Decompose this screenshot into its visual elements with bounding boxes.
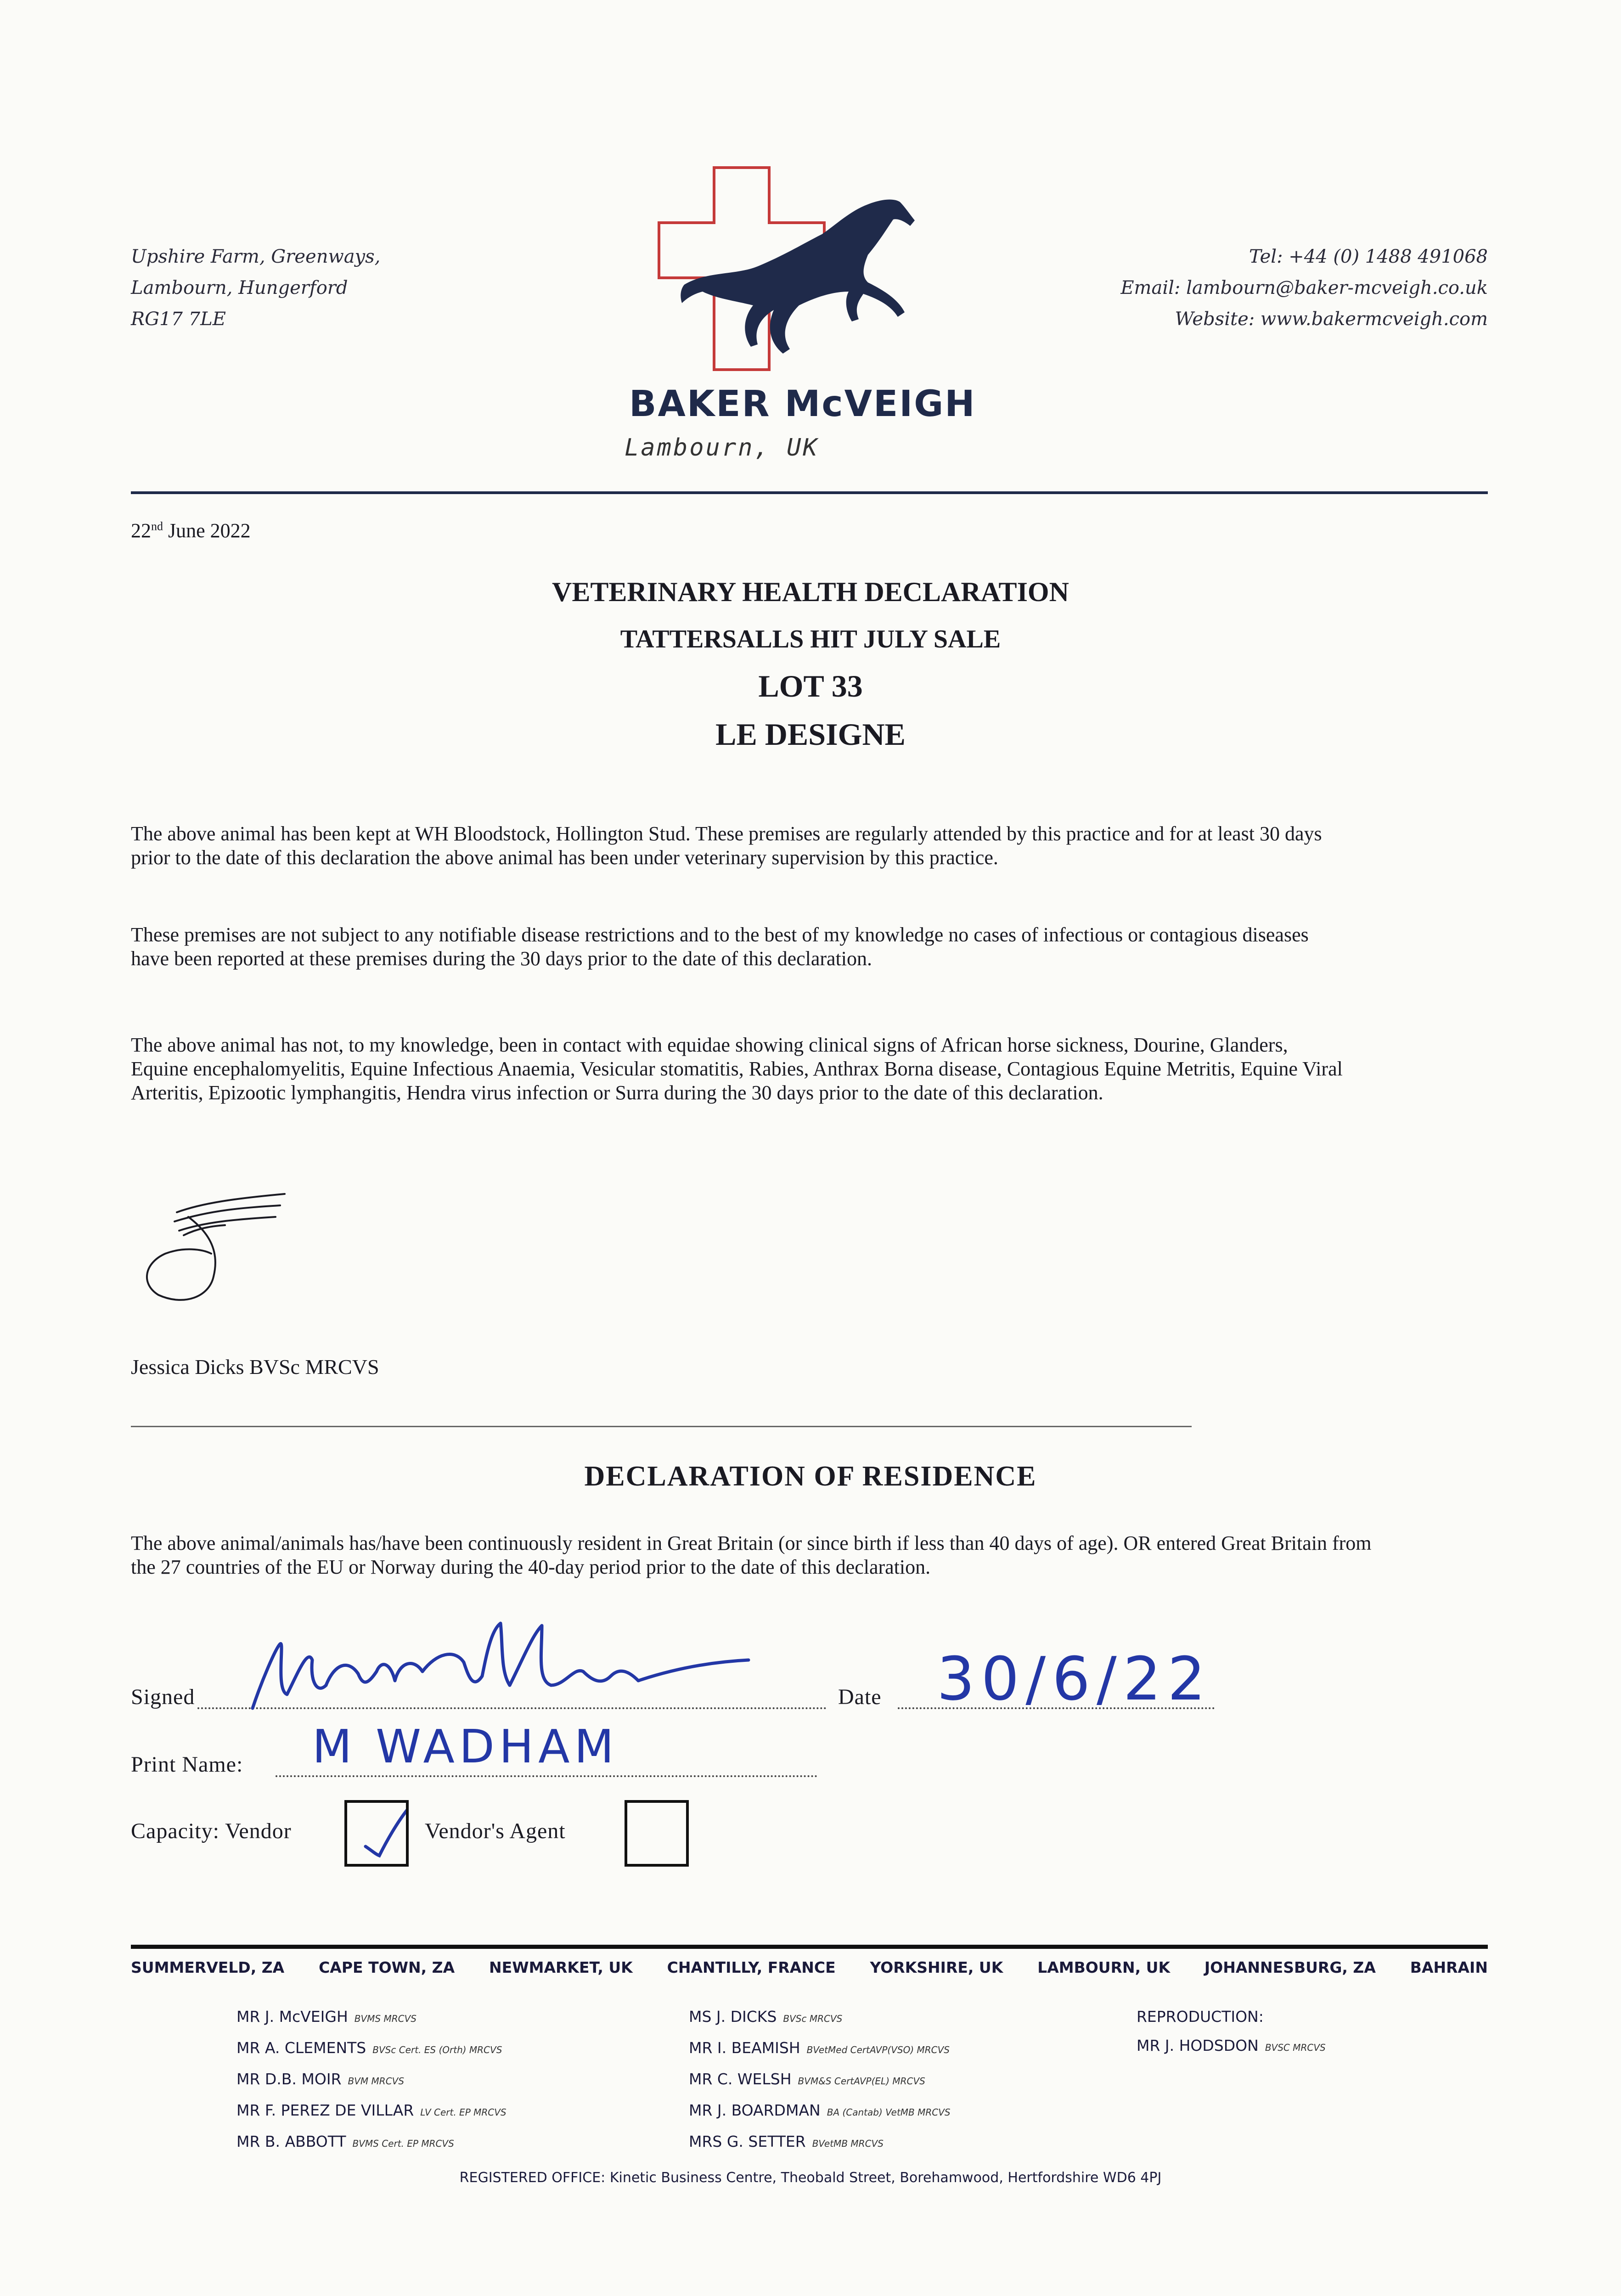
phone: Tel: +44 (0) 1488 491068 (1249, 246, 1488, 267)
lot-number: LOT 33 (758, 669, 863, 703)
print-name-field[interactable]: M WADHAM (312, 1720, 619, 1773)
staff-entry: MR J. McVEIGH BVMS MRCVS (236, 2008, 417, 2026)
staff-column-2 (689, 2002, 951, 2158)
staff-column-3 (1137, 2002, 1326, 2062)
print-name-label: Print Name: (131, 1752, 243, 1777)
website: Website: www.bakermcveigh.com (1175, 309, 1488, 330)
staff-entry: MR J. BOARDMAN BA (Cantab) VetMB MRCVS (689, 2101, 951, 2119)
horse-cross-logo-icon (629, 161, 978, 381)
office-locations (131, 1958, 1488, 1976)
location-item: CHANTILLY, FRANCE (667, 1958, 836, 1976)
location-item: NEWMARKET, UK (489, 1958, 633, 1976)
section-divider (131, 1426, 1192, 1427)
staff-column-1 (236, 2002, 507, 2158)
staff-entry: MR A. CLEMENTS BVSc Cert. ES (Orth) MRCVS (236, 2039, 502, 2057)
email: Email: lambourn@baker-mcveigh.co.uk (1120, 277, 1488, 298)
practice-contacts (1120, 241, 1488, 335)
sale-name: TATTERSALLS HIT JULY SALE (620, 625, 1001, 653)
horse-name: LE DESIGNE (715, 717, 906, 752)
location-item: JOHANNESBURG, ZA (1204, 1958, 1376, 1976)
reproduction-heading: REPRODUCTION: (1137, 2008, 1264, 2026)
address-line: Lambourn, Hungerford (131, 277, 348, 298)
paragraph-premises: The above animal has been kept at WH Bloodstock, Hollington Stud. These premises are regularly attended by this practice and for at least 30 days prior to the date of this declaration the above animal has been under veterinary supervision by this practice. (131, 822, 1322, 869)
staff-entry: MR J. HODSDON BVSC MRCVS (1137, 2037, 1326, 2054)
staff-entry: MS J. DICKS BVSc MRCVS (689, 2008, 843, 2026)
vendor-signature[interactable] (243, 1616, 808, 1722)
brand-name: BAKER McVEIGH (629, 383, 976, 425)
residence-heading: DECLARATION OF RESIDENCE (584, 1461, 1037, 1492)
location-item: SUMMERVELD, ZA (131, 1958, 285, 1976)
vendors-agent-label: Vendor's Agent (425, 1819, 566, 1843)
staff-entry: MR F. PEREZ DE VILLAR LV Cert. EP MRCVS (236, 2101, 507, 2119)
footer-divider (131, 1945, 1488, 1949)
vendor-checkbox[interactable] (344, 1800, 409, 1867)
brand-location: Lambourn, UK (625, 434, 819, 461)
paragraph-diseases: The above animal has not, to my knowledge, been in contact with equidae showing clinical signs of African horse sickness, Dourine, Glanders, Equine encephalomyelitis, Equine Infectious Anaemia, Vesicular stomatitis, Rabies, Anthrax Borna disease, Contagious Equine Metritis, Equine Viral Arteritis, Epizootic lymphangitis, Hendra virus infection or Surra during the 30 days prior to the date of this declaration. (131, 1034, 1343, 1104)
capacity-label: Capacity: Vendor (131, 1819, 292, 1843)
vendors-agent-checkbox[interactable] (625, 1800, 689, 1867)
print-name-line (276, 1775, 817, 1777)
paragraph-restrictions: These premises are not subject to any notifiable disease restrictions and to the best of my knowledge no cases of infectious or contagious diseases have been reported at these premises during the 30 days prior to the date of this declaration. (131, 923, 1309, 970)
check-mark-icon (347, 1803, 406, 1864)
signed-label: Signed (131, 1685, 195, 1709)
registered-office: REGISTERED OFFICE: Kinetic Business Centre, Theobald Street, Borehamwood, Hertfordshire WD6 4PJ (459, 2170, 1162, 2186)
location-item: YORKSHIRE, UK (870, 1958, 1003, 1976)
date-field[interactable]: 30/6/22 (937, 1644, 1212, 1714)
practice-address (131, 241, 380, 335)
address-line: RG17 7LE (131, 309, 226, 330)
residence-text: The above animal/animals has/have been continuously resident in Great Britain (or since birth if less than 40 days of age). OR entered Great Britain from the 27 countries of the EU or Norway during the 40-day period prior to the date of this declaration. (131, 1532, 1372, 1578)
staff-entry: MR D.B. MOIR BVM MRCVS (236, 2070, 405, 2088)
vet-name: Jessica Dicks BVSc MRCVS (131, 1355, 379, 1379)
location-item: CAPE TOWN, ZA (319, 1958, 455, 1976)
vet-signature (133, 1185, 298, 1318)
address-line: Upshire Farm, Greenways, (131, 246, 381, 267)
header-divider (131, 491, 1488, 494)
staff-entry: MR B. ABBOTT BVMS Cert. EP MRCVS (236, 2133, 454, 2150)
location-item: BAHRAIN (1410, 1958, 1488, 1976)
document-title: VETERINARY HEALTH DECLARATION (552, 577, 1069, 607)
staff-entry: MR I. BEAMISH BVetMed CertAVP(VSO) MRCVS (689, 2039, 950, 2057)
staff-entry: MR C. WELSH BVM&S CertAVP(EL) MRCVS (689, 2070, 925, 2088)
location-item: LAMBOURN, UK (1037, 1958, 1171, 1976)
staff-entry: MRS G. SETTER BVetMB MRCVS (689, 2133, 884, 2150)
letter-date: 22nd June 2022 (131, 519, 251, 542)
date-label: Date (838, 1685, 882, 1709)
